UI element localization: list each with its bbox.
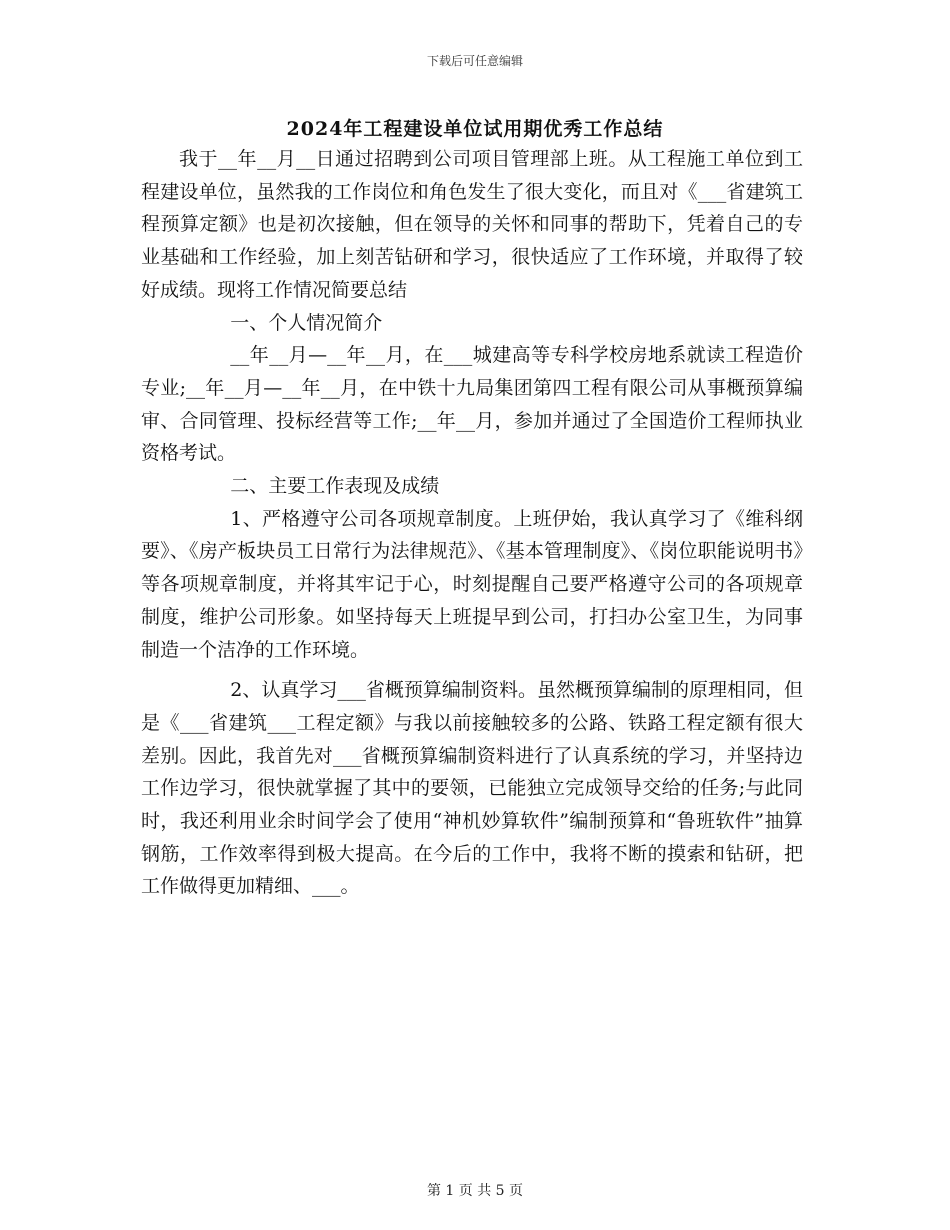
header-note: 下载后可任意编辑	[426, 54, 523, 68]
section-heading-personal-info: 一、个人情况简介	[230, 311, 383, 334]
document-body	[141, 143, 803, 903]
page-number-footer: 第 1 页 共 5 页	[426, 1183, 524, 1199]
paragraph-intro: 我于__年__月__日通过招聘到公司项目管理部上班。从工程施工单位到工程建设单位，虽然我的工作岗位和角色发生了很大变化，而且对《___省建筑工程预算定额》也是初次接触，但在领导的关怀和同事的帮助下，凭着自己的专业基础和工作经验，加上刻苦钻研和学习，很快适应了工作环境，并取得了较好成绩。现将工作情况简要总结	[141, 148, 803, 301]
paragraph-personal-info: __年__月—__年__月，在___城建高等专科学校房地系就读工程造价专业;__年__月—__年__月，在中铁十九局集团第四工程有限公司从事概预算编审、合同管理、投标经营等工作;__年__月，参加并通过了全国造价工程师执业资格考试。	[141, 344, 803, 465]
paragraph-item-1: 1、严格遵守公司各项规章制度。上班伊始，我认真学习了《维科纲要》、《房产板块员工日常行为法律规范》、《基本管理制度》、《岗位职能说明书》等各项规章制度，并将其牢记于心，时刻提醒自己要严格遵守公司的各项规章制度，维护公司形象。如坚持每天上班提早到公司，打扫办公室卫生，为同事制造一个洁净的工作环境。	[141, 507, 803, 661]
document-title: 2024年工程建设单位试用期优秀工作总结	[286, 118, 664, 140]
section-heading-work-performance: 二、主要工作表现及成绩	[230, 475, 440, 498]
paragraph-item-2: 2、认真学习___省概预算编制资料。虽然概预算编制的原理相同，但是《___省建筑___工程定额》与我以前接触较多的公路、铁路工程定额有很大差别。因此，我首先对___省概预算编制资料进行了认真系统的学习，并坚持边工作边学习，很快就掌握了其中的要领，已能独立完成领导交给的任务;与此同时，我还利用业余时间学会了使用“神机妙算软件”编制预算和“鲁班软件”抽算钢筋，工作效率得到极大提高。在今后的工作中，我将不断的摸索和钻研，把工作做得更加精细、___。	[141, 679, 803, 898]
